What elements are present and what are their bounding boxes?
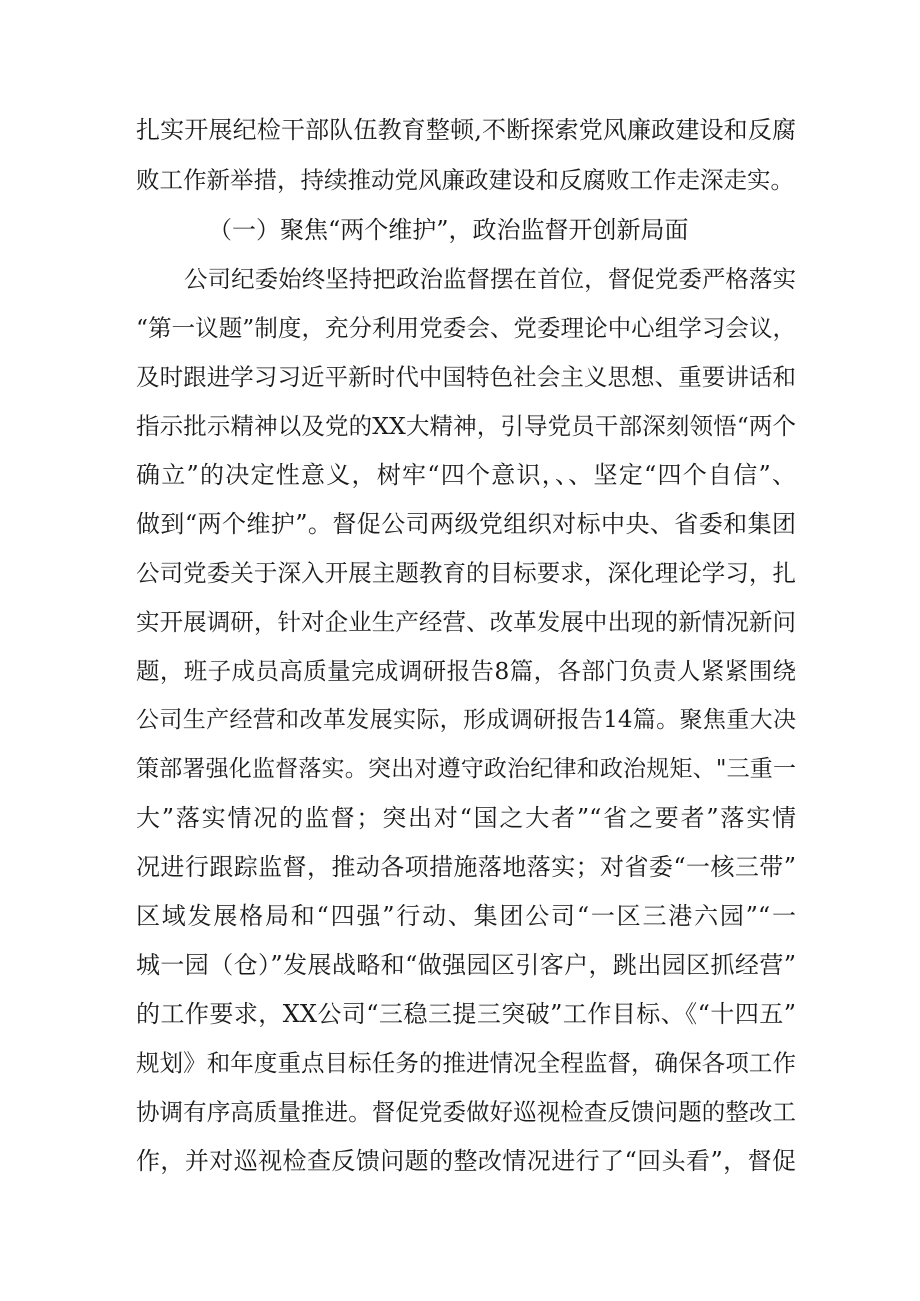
body-line-6: 做到“两个维护”。督促公司两级党组织对标中央、省委和集团 bbox=[136, 510, 796, 538]
body-line-4: 指示批示精神以及党的XX大精神，引导党员干部深刻领悟“两个 bbox=[136, 412, 796, 440]
intro-line-2: 败工作新举措，持续推动党风廉政建设和反腐败工作走深走实。 bbox=[136, 166, 794, 194]
body-line-15: 城一园（仓）”发展战略和“做强园区引客户，跳出园区抓经营” bbox=[136, 951, 796, 979]
body-line-14: 区域发展格局和“四强”行动、集团公司“一区三港六园”“一 bbox=[136, 902, 796, 930]
body-line-10: 公司生产经营和改革发展实际，形成调研报告14篇。聚焦重大决 bbox=[136, 707, 796, 733]
body-line-7: 公司党委关于深入开展主题教育的目标要求，深化理论学习，扎 bbox=[136, 559, 796, 587]
body-line-11: 策部署强化监督落实。突出对遵守政治纪律和政治规矩、"三重一 bbox=[136, 756, 796, 782]
intro-line-1: 扎实开展纪检干部队伍教育整顿,不断探索党风廉政建设和反腐 bbox=[136, 116, 796, 144]
body-line-12: 大”落实情况的监督；突出对“国之大者”“省之要者”落实情 bbox=[136, 804, 796, 832]
body-line-9: 题，班子成员高质量完成调研报告8篇，各部门负责人紧紧围绕 bbox=[136, 657, 796, 685]
body-line-5: 确立”的决定性意义，树牢“四个意识，、、坚定“四个自信”、 bbox=[136, 461, 796, 489]
body-line-18: 协调有序高质量推进。督促党委做好巡视检查反馈问题的整改工 bbox=[136, 1098, 796, 1126]
body-line-16: 的工作要求，XX公司“三稳三提三突破”工作目标、《“十四五” bbox=[136, 1000, 796, 1028]
body-line-19: 作，并对巡视检查反馈问题的整改情况进行了“回头看”，督促 bbox=[136, 1147, 796, 1175]
section-heading: （一）聚焦“两个维护”，政治监督开创新局面 bbox=[208, 216, 689, 244]
body-line-17: 规划》和年度重点目标任务的推进情况全程监督，确保各项工作 bbox=[136, 1049, 796, 1077]
body-line-13: 况进行跟踪监督，推动各项措施落地落实；对省委“一核三带” bbox=[136, 853, 796, 881]
body-line-1: 公司纪委始终坚持把政治监督摆在首位，督促党委严格落实 bbox=[184, 265, 796, 293]
body-line-8: 实开展调研，针对企业生产经营、改革发展中出现的新情况新问 bbox=[136, 608, 796, 636]
body-line-2: “第一议题”制度，充分利用党委会、党委理论中心组学习会议， bbox=[136, 314, 796, 342]
body-line-3: 及时跟进学习习近平新时代中国特色社会主义思想、重要讲话和 bbox=[136, 363, 796, 391]
